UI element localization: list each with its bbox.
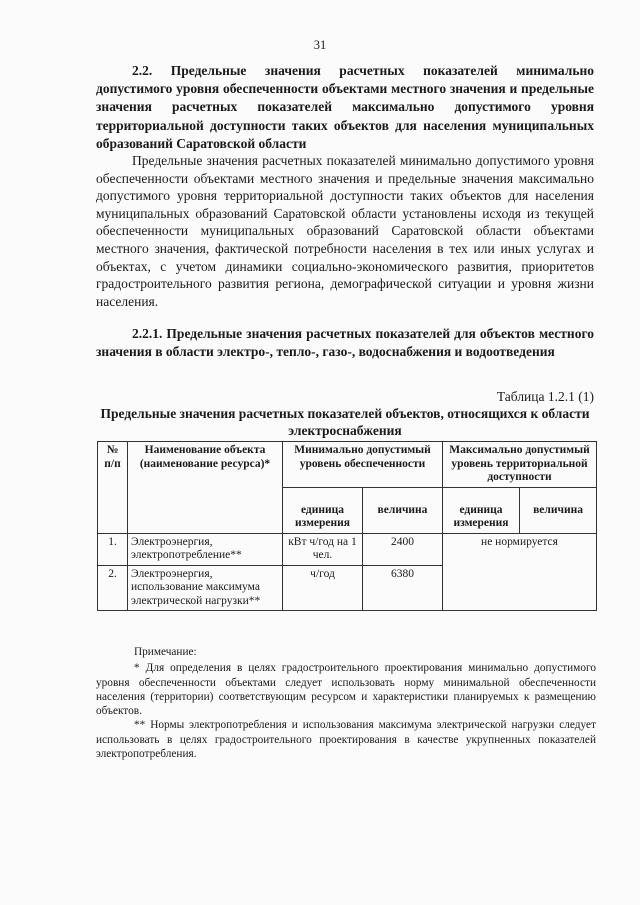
subsection-heading: 2.2.1. Предельные значения расчетных показателей для объектов местного значения в области электро-, тепло-, газо-, водоснабжения и водоотведения xyxy=(96,326,594,360)
header-unit-2: единица измерения xyxy=(443,487,520,533)
row-num: 1. xyxy=(98,533,128,565)
table-title: Предельные значения расчетных показателей объектов, относящихся к области электроснабжения xyxy=(100,406,590,438)
row-name: Электроэнергия, использование максимума электрической нагрузки** xyxy=(128,565,283,611)
row-unit: кВт ч/год на 1 чел. xyxy=(283,533,363,565)
section-paragraph: Предельные значения расчетных показателей минимально допустимого уровня обеспеченности объектами местного значения и предельные значения максимально допустимого уровня территориальной доступности таких объектов для населения муниципальных образований Саратовской области установлены исходя из текущей обеспеченности муниципальных образований Саратовской области объектами местного значения, фактической потребности населения в тех или иных услугах и объектах, с учетом динамики социально-экономического развития, приоритетов градостроительного развития региона, демографической ситуации и уровня жизни населения. xyxy=(96,153,594,309)
row-name: Электроэнергия, электропотребление** xyxy=(128,533,283,565)
page-number: 31 xyxy=(313,38,327,52)
table-header-row xyxy=(98,442,597,488)
row-unit: ч/год xyxy=(283,565,363,611)
row-value: 6380 xyxy=(363,565,443,611)
header-value-2: величина xyxy=(520,487,597,533)
section-heading: 2.2. Предельные значения расчетных показателей минимально допустимого уровня обеспеченности объектами местного значения и предельные значения расчетных показателей максимально допустимого уровня территориальной доступности таких объектов для населения муниципальных образований Саратовской области xyxy=(96,63,594,151)
row-num: 2. xyxy=(98,565,128,611)
notes-heading: Примечание: xyxy=(134,646,197,658)
table-row xyxy=(98,533,597,565)
notes xyxy=(96,645,596,761)
header-unit: единица измерения xyxy=(283,487,363,533)
row-value: 2400 xyxy=(363,533,443,565)
indicators-table xyxy=(97,441,597,611)
note-item: * Для определения в целях градостроительного проектирования минимально допустимого уровня обеспеченности объектами следует использовать норму минимальной обеспеченности населения (территории) соответствующим ресурсом и характеристики планируемых к размещению объектов. xyxy=(96,662,596,718)
note-item: ** Нормы электропотребления и использования максимума электрической нагрузки следует использовать в целях градостроительного проектирования в качестве укрупненных показателей электропотребления. xyxy=(96,719,596,761)
header-min-level: Минимально допустимый уровень обеспеченности xyxy=(283,442,443,488)
header-max-access: Максимально допустимый уровень территориальной доступности xyxy=(443,442,597,488)
table-label: Таблица 1.2.1 (1) xyxy=(496,389,594,404)
header-name: Наименование объекта (наименование ресурса)* xyxy=(128,442,283,534)
row-access: не нормируется xyxy=(443,533,597,611)
header-num: № п/п xyxy=(98,442,128,534)
header-value: величина xyxy=(363,487,443,533)
